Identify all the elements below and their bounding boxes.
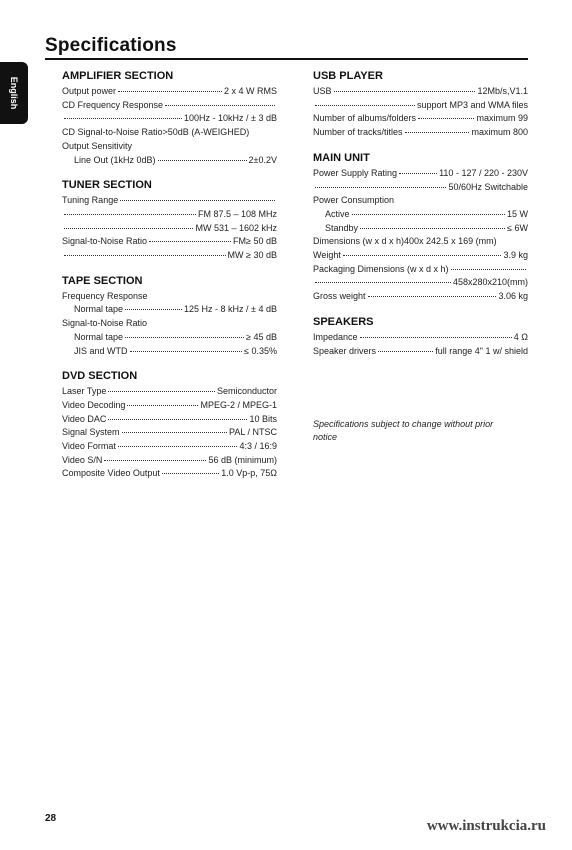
dot-leader: [118, 446, 238, 447]
spec-section: [62, 70, 277, 167]
spec-value: 15 W: [506, 208, 528, 219]
spec-row: [62, 440, 277, 454]
spec-row: [62, 194, 277, 208]
page-title: Specifications: [45, 35, 177, 56]
dot-leader: [64, 255, 226, 256]
section-title: DVD SECTION: [62, 370, 138, 383]
spec-row: [313, 126, 528, 140]
spec-value: 110 - 127 / 220 - 230V: [439, 167, 528, 178]
spec-label: Output Sensitivity: [62, 140, 133, 151]
spec-value: 2 x 4 W RMS: [223, 86, 277, 96]
spec-value: MW 531 – 1602 kHz: [195, 222, 277, 233]
spec-row: [62, 154, 277, 168]
spec-row: [62, 317, 277, 331]
spec-row: [313, 276, 528, 290]
spec-row: [313, 208, 528, 222]
watermark-url[interactable]: www.instrukcia.ru: [426, 818, 546, 834]
dot-leader: [315, 187, 446, 188]
spec-row: [62, 290, 277, 304]
spec-row: [62, 399, 277, 413]
spec-row: [313, 167, 528, 181]
spec-value: 3.9 kg: [503, 250, 528, 261]
spec-label: Video S/N: [62, 454, 103, 465]
spec-section: [313, 316, 528, 358]
spec-row: [313, 222, 528, 236]
spec-row: [313, 85, 528, 99]
spec-value: MW ≥ 30 dB: [227, 250, 277, 261]
dot-leader: [368, 296, 497, 297]
spec-row: [62, 303, 277, 317]
page-number: 28: [45, 813, 57, 824]
spec-value: PAL / NTSC: [228, 427, 277, 438]
spec-row: [313, 249, 528, 263]
dot-leader: [125, 309, 182, 310]
left-column: [62, 70, 277, 493]
spec-row: [313, 99, 528, 113]
spec-value: 4:3 / 16:9: [239, 441, 277, 452]
spec-label: CD Frequency Response: [62, 99, 164, 110]
language-tab: [0, 62, 28, 124]
spec-row: [62, 345, 277, 359]
spec-label: Line Out (1kHz 0dB): [74, 154, 156, 165]
specifications-note: Specifications subject to change without prior notice: [313, 419, 494, 442]
spec-label: Video Decoding: [62, 399, 126, 410]
spec-row: [62, 208, 277, 222]
spec-value: 125 Hz - 8 kHz / ± 4 dB: [184, 304, 277, 315]
dot-leader: [158, 160, 247, 161]
dot-leader: [315, 282, 451, 283]
spec-label: Weight: [313, 250, 341, 261]
dot-leader: [451, 269, 526, 270]
dot-leader: [352, 214, 505, 215]
spec-value: support MP3 and WMA files: [416, 99, 528, 110]
spec-value: 12Mb/s,V1.1: [477, 86, 528, 96]
spec-row: [313, 331, 528, 345]
spec-label: Active: [325, 208, 350, 219]
dot-leader: [378, 351, 433, 352]
spec-label: Signal-to-Noise Ratio: [62, 236, 148, 247]
spec-value: FM≥ 50 dB: [233, 236, 277, 247]
spec-value: 50/60Hz Switchable: [448, 181, 528, 192]
dot-leader: [162, 473, 219, 474]
dot-leader: [165, 105, 275, 106]
dot-leader: [360, 337, 512, 338]
spec-value: ≤ 0.35%: [244, 345, 277, 356]
spec-row: [62, 385, 277, 399]
spec-row: [62, 112, 277, 126]
spec-label: Packaging Dimensions (w x d x h): [313, 263, 449, 274]
spec-value: 3.06 kg: [498, 291, 528, 302]
spec-label: Gross weight: [313, 291, 366, 302]
spec-row: [62, 467, 277, 481]
spec-value: MPEG-2 / MPEG-1: [200, 399, 277, 410]
section-title: TUNER SECTION: [62, 179, 152, 192]
spec-section: [62, 179, 277, 263]
spec-label: Number of tracks/titles: [313, 127, 403, 138]
dot-leader: [108, 419, 247, 420]
dot-leader: [108, 391, 215, 392]
dot-leader: [64, 228, 193, 229]
spec-row: [62, 249, 277, 263]
spec-label: Frequency Response: [62, 290, 148, 301]
dot-leader: [360, 228, 505, 229]
spec-row: [62, 426, 277, 440]
dot-leader: [149, 241, 231, 242]
spec-label: USB: [313, 86, 332, 96]
dot-leader: [120, 200, 275, 201]
spec-row: [313, 112, 528, 126]
dot-leader: [405, 132, 470, 133]
spec-value: 10 Bits: [249, 413, 277, 424]
spec-label: CD Signal-to-Noise Ratio>50dB (A-WEIGHED): [62, 127, 250, 138]
spec-value: 56 dB (minimum): [208, 454, 277, 465]
dot-leader: [399, 173, 437, 174]
spec-value: Semiconductor: [216, 386, 277, 397]
spec-label: Composite Video Output: [62, 468, 160, 479]
section-title: USB PLAYER: [313, 70, 383, 82]
spec-row: [62, 454, 277, 468]
spec-label: Number of albums/folders: [313, 113, 417, 124]
spec-row: [62, 99, 277, 113]
spec-value: maximum 800: [471, 127, 528, 138]
spec-label: Standby: [325, 222, 359, 233]
spec-label: Signal-to-Noise Ratio: [62, 318, 148, 329]
spec-value: maximum 99: [476, 113, 528, 124]
spec-value: 458x280x210(mm): [452, 277, 528, 288]
spec-value: full range 4" 1 w/ shield: [435, 345, 528, 356]
spec-row: [62, 222, 277, 236]
section-title: MAIN UNIT: [313, 151, 370, 164]
dot-leader: [315, 105, 415, 106]
spec-row: [313, 181, 528, 195]
spec-label: Video Format: [62, 441, 116, 452]
spec-label: Normal tape: [74, 304, 124, 315]
dot-leader: [118, 91, 222, 92]
spec-value: 100Hz - 10kHz / ± 3 dB: [184, 113, 277, 124]
spec-value: 4 Ω: [513, 331, 528, 342]
dot-leader: [64, 214, 196, 215]
spec-row: [313, 345, 528, 359]
spec-label: Power Consumption: [313, 195, 395, 206]
spec-section: [62, 370, 277, 481]
spec-row: [62, 413, 277, 427]
spec-row: [62, 126, 277, 140]
spec-label: JIS and WTD: [74, 345, 128, 356]
spec-label: Tuning Range: [62, 195, 119, 206]
spec-row: [62, 85, 277, 99]
title-divider: [45, 58, 528, 60]
section-title: TAPE SECTION: [62, 274, 143, 287]
dot-leader: [127, 405, 198, 406]
spec-value: 2±0.2V: [248, 154, 277, 165]
spec-label: Speaker drivers: [313, 345, 377, 356]
spec-label: Video DAC: [62, 413, 107, 424]
dot-leader: [130, 351, 243, 352]
spec-row: [313, 235, 528, 249]
spec-row: [313, 290, 528, 304]
spec-row: [313, 263, 528, 277]
dot-leader: [343, 255, 502, 256]
dot-leader: [125, 337, 244, 338]
spec-label: Signal System: [62, 427, 120, 438]
spec-section: [313, 152, 528, 304]
spec-row: [62, 140, 277, 154]
spec-value: ≥ 45 dB: [246, 331, 277, 342]
spec-label: Output power: [62, 86, 117, 96]
spec-value: ≤ 6W: [507, 222, 528, 233]
spec-label: Power Supply Rating: [313, 167, 398, 178]
dot-leader: [122, 432, 227, 433]
spec-value: FM 87.5 – 108 MHz: [197, 208, 277, 219]
section-title: SPEAKERS: [313, 315, 374, 328]
spec-label: Laser Type: [62, 386, 107, 397]
dot-leader: [334, 91, 476, 92]
spec-label: Impedance: [313, 331, 358, 342]
right-column: [313, 70, 528, 370]
spec-section: [62, 275, 277, 359]
dot-leader: [64, 118, 182, 119]
spec-label: Normal tape: [74, 331, 124, 342]
section-title: AMPLIFIER SECTION: [62, 70, 174, 82]
spec-section: [313, 70, 528, 140]
spec-row: [62, 235, 277, 249]
spec-row: [313, 194, 528, 208]
spec-value: 1.0 Vp-p, 75Ω: [221, 468, 277, 479]
dot-leader: [418, 118, 474, 119]
language-tab-label: English: [9, 76, 19, 110]
dot-leader: [104, 460, 206, 461]
spec-label: Dimensions (w x d x h)400x 242.5 x 169 (mm): [313, 236, 497, 247]
spec-row: [62, 331, 277, 345]
